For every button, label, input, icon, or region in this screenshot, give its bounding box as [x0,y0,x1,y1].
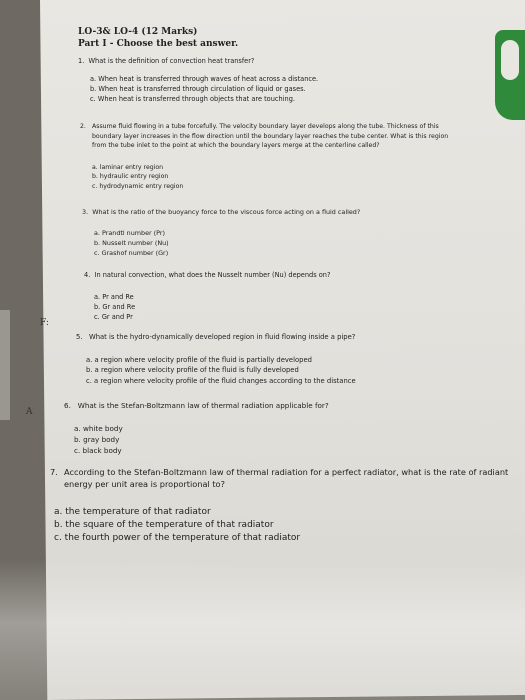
question-7 [50,466,520,545]
question-6-stem: 6. What is the Stefan-Boltzmann law of thermal radiation applicable for? [64,401,329,410]
question-1 [78,56,418,104]
green-object [495,30,525,120]
question-6-option-a: a. white body [74,424,123,433]
question-5-option-c: c. a region where velocity profile of the fluid changes according to the distance [86,376,356,385]
question-3-option-b: b. Nusselt number (Nu) [94,239,169,247]
question-2 [80,122,458,191]
question-1-option-b: b. When heat is transferred through circulation of liquid or gases. [90,85,306,93]
question-1-option-a: a. When heat is transferred through waves of heat across a distance. [90,75,319,83]
margin-mark-top: F: [40,318,49,328]
question-7-option-a: a. the temperature of that radiator [54,507,211,517]
page-edge-strip [0,310,10,420]
exam-header [78,26,238,50]
question-7-option-c: c. the fourth power of the temperature of that radiator [54,533,301,543]
question-5-stem: 5. What is the hydro-dynamically developed region in fluid flowing inside a pipe? [76,333,356,341]
margin-mark-side: A [26,407,33,417]
question-3-option-a: a. Prandtl number (Pr) [94,229,166,237]
question-4 [84,270,464,322]
question-5-option-b: b. a region where velocity profile of the fluid is fully developed [86,366,299,374]
question-4-stem: 4. In natural convection, what does the Nusselt number (Nu) depends on? [84,271,331,279]
question-7-number: 7. [50,467,58,477]
question-3 [82,207,462,258]
question-7-stem: According to the Stefan-Boltzmann law of thermal radiation for a perfect radiator, what is the rate of radiant energy per unit area is proportional to? [64,467,509,489]
header-title: LO-3& LO-4 (12 Marks) [78,27,198,37]
question-2-stem: Assume fluid flowing in a tube forcefully. The velocity boundary layer develops along the tube. Thickness of this boundary layer increases in the flow direction until the boundary layer reaches the tube center. What is this region from the tube inlet to the point at which the boundary layers merge at the centerline called? [92,123,449,149]
question-6-option-c: c. black body [74,446,122,455]
question-5 [76,332,486,386]
question-6-option-b: b. gray body [74,435,120,444]
question-2-option-c: c. hydrodynamic entry region [92,182,184,190]
question-4-option-c: c. Gr and Pr [94,313,133,321]
question-4-option-b: b. Gr and Re [94,303,136,311]
question-1-option-c: c. When heat is transferred through objects that are touching. [90,95,295,103]
question-3-stem: 3. What is the ratio of the buoyancy force to the viscous force acting on a fluid called? [82,208,361,216]
question-6 [64,400,484,456]
question-1-stem: 1. What is the definition of convection heat transfer? [78,57,255,65]
question-2-option-a: a. laminar entry region [92,163,164,171]
question-2-option-b: b. hydraulic entry region [92,173,169,180]
header-instruction: Part I - Choose the best answer. [78,39,239,49]
question-4-option-a: a. Pr and Re [94,293,134,301]
question-5-option-a: a. a region where velocity profile of the fluid is partially developed [86,355,312,364]
question-3-option-c: c. Grashof number (Gr) [94,249,169,257]
question-2-number: 2. [80,123,86,130]
question-7-option-b: b. the square of the temperature of that radiator [54,520,274,530]
